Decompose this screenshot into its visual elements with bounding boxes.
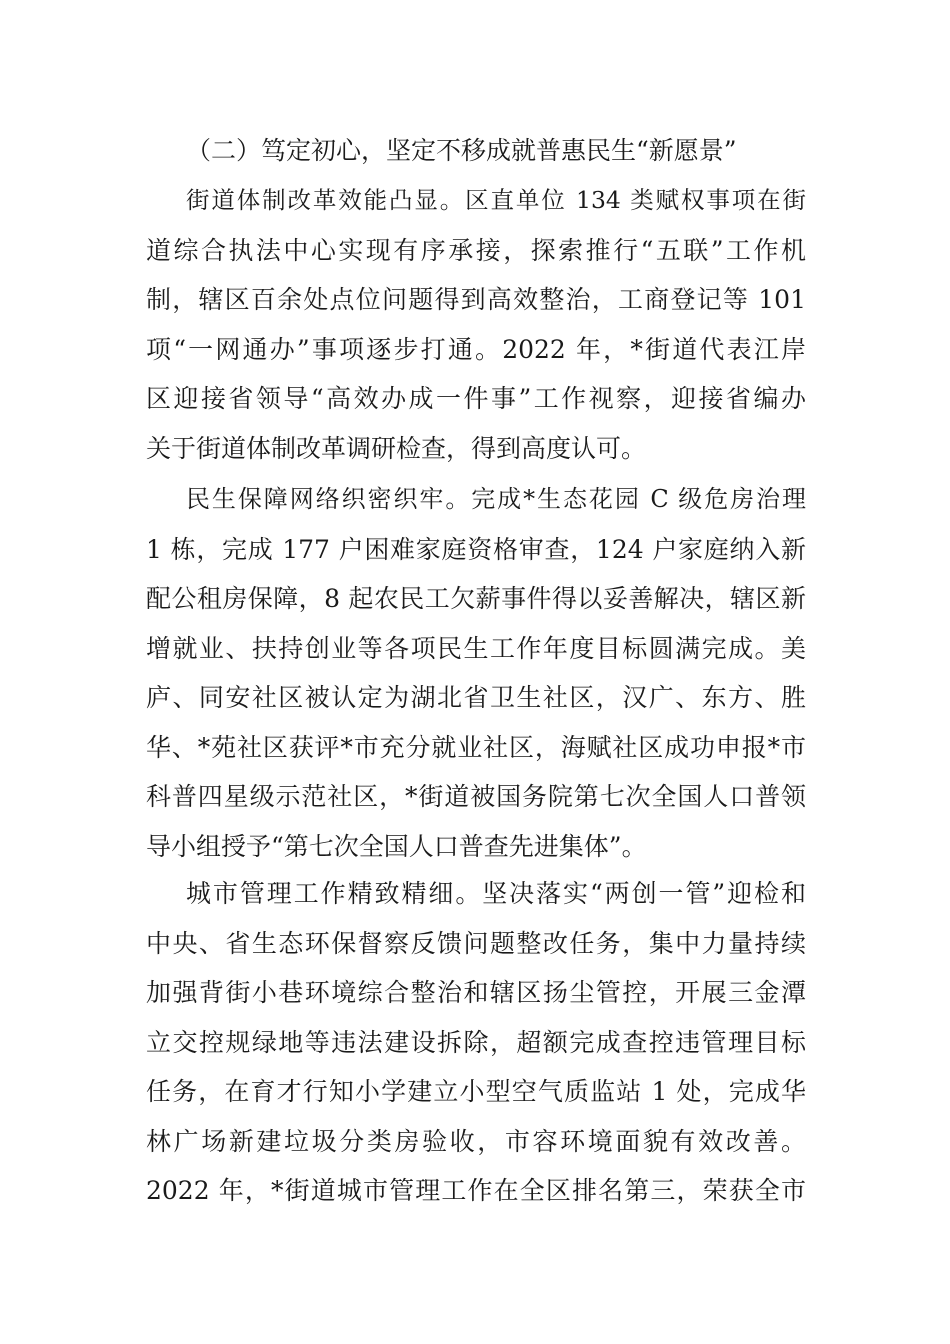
section-heading: （二）笃定初心，坚定不移成就普惠民生“新愿景”	[186, 136, 737, 165]
text-line: 庐、同安社区被认定为湖北省卫生社区，汉广、东方、胜	[146, 683, 806, 712]
text-line: 1 栋，完成 177 户困难家庭资格审查，124 户家庭纳入新	[146, 534, 806, 564]
paragraph-livelihood-security	[146, 475, 806, 871]
text-line: 制，辖区百余处点位问题得到高效整治，工商登记等 101	[146, 285, 806, 314]
text-line: 民生保障网络织密织牢。完成*生态花园 C 级危房治理	[186, 485, 806, 513]
text-line: 导小组授予“第七次全国人口普查先进集体”。	[146, 831, 647, 861]
text-line: 道综合执法中心实现有序承接，探索推行“五联”工作机	[146, 235, 806, 265]
text-line: 中央、省生态环保督察反馈问题整改任务，集中力量持续	[146, 928, 806, 958]
text-line: 科普四星级示范社区，*街道被国务院第七次全国人口普领	[146, 782, 806, 811]
text-line: 林广场新建垃圾分类房验收，市容环境面貌有效改善。	[146, 1126, 806, 1156]
paragraph-urban-management	[146, 869, 806, 1216]
text-line: 增就业、扶持创业等各项民生工作年度目标圆满完成。美	[146, 633, 806, 663]
paragraph-street-reform	[146, 176, 806, 473]
text-line: 立交控规绿地等违法建设拆除，超额完成查控违管理目标	[146, 1027, 806, 1057]
text-line: 区迎接省领导“高效办成一件事”工作视察，迎接省编办	[146, 384, 806, 413]
text-line: 关于街道体制改革调研检查，得到高度认可。	[146, 433, 647, 463]
text-line: 城市管理工作精致精细。坚决落实“两创一管”迎检和	[186, 879, 806, 908]
text-line: 配公租房保障，8 起农民工欠薪事件得以妥善解决，辖区新	[146, 584, 806, 613]
text-line: 街道体制改革效能凸显。区直单位 134 类赋权事项在街	[186, 186, 806, 214]
text-line: 加强背街小巷环境综合整治和辖区扬尘管控，开展三金潭	[146, 978, 806, 1007]
text-line: 项“一网通办”事项逐步打通。2022 年，*街道代表江岸	[146, 334, 806, 364]
text-line: 2022 年，*街道城市管理工作在全区排名第三，荣获全市	[146, 1176, 806, 1205]
text-line: 华、*苑社区获评*市充分就业社区，海赋社区成功申报*市	[146, 732, 806, 762]
text-line: 任务，在育才行知小学建立小型空气质监站 1 处，完成华	[146, 1077, 806, 1106]
